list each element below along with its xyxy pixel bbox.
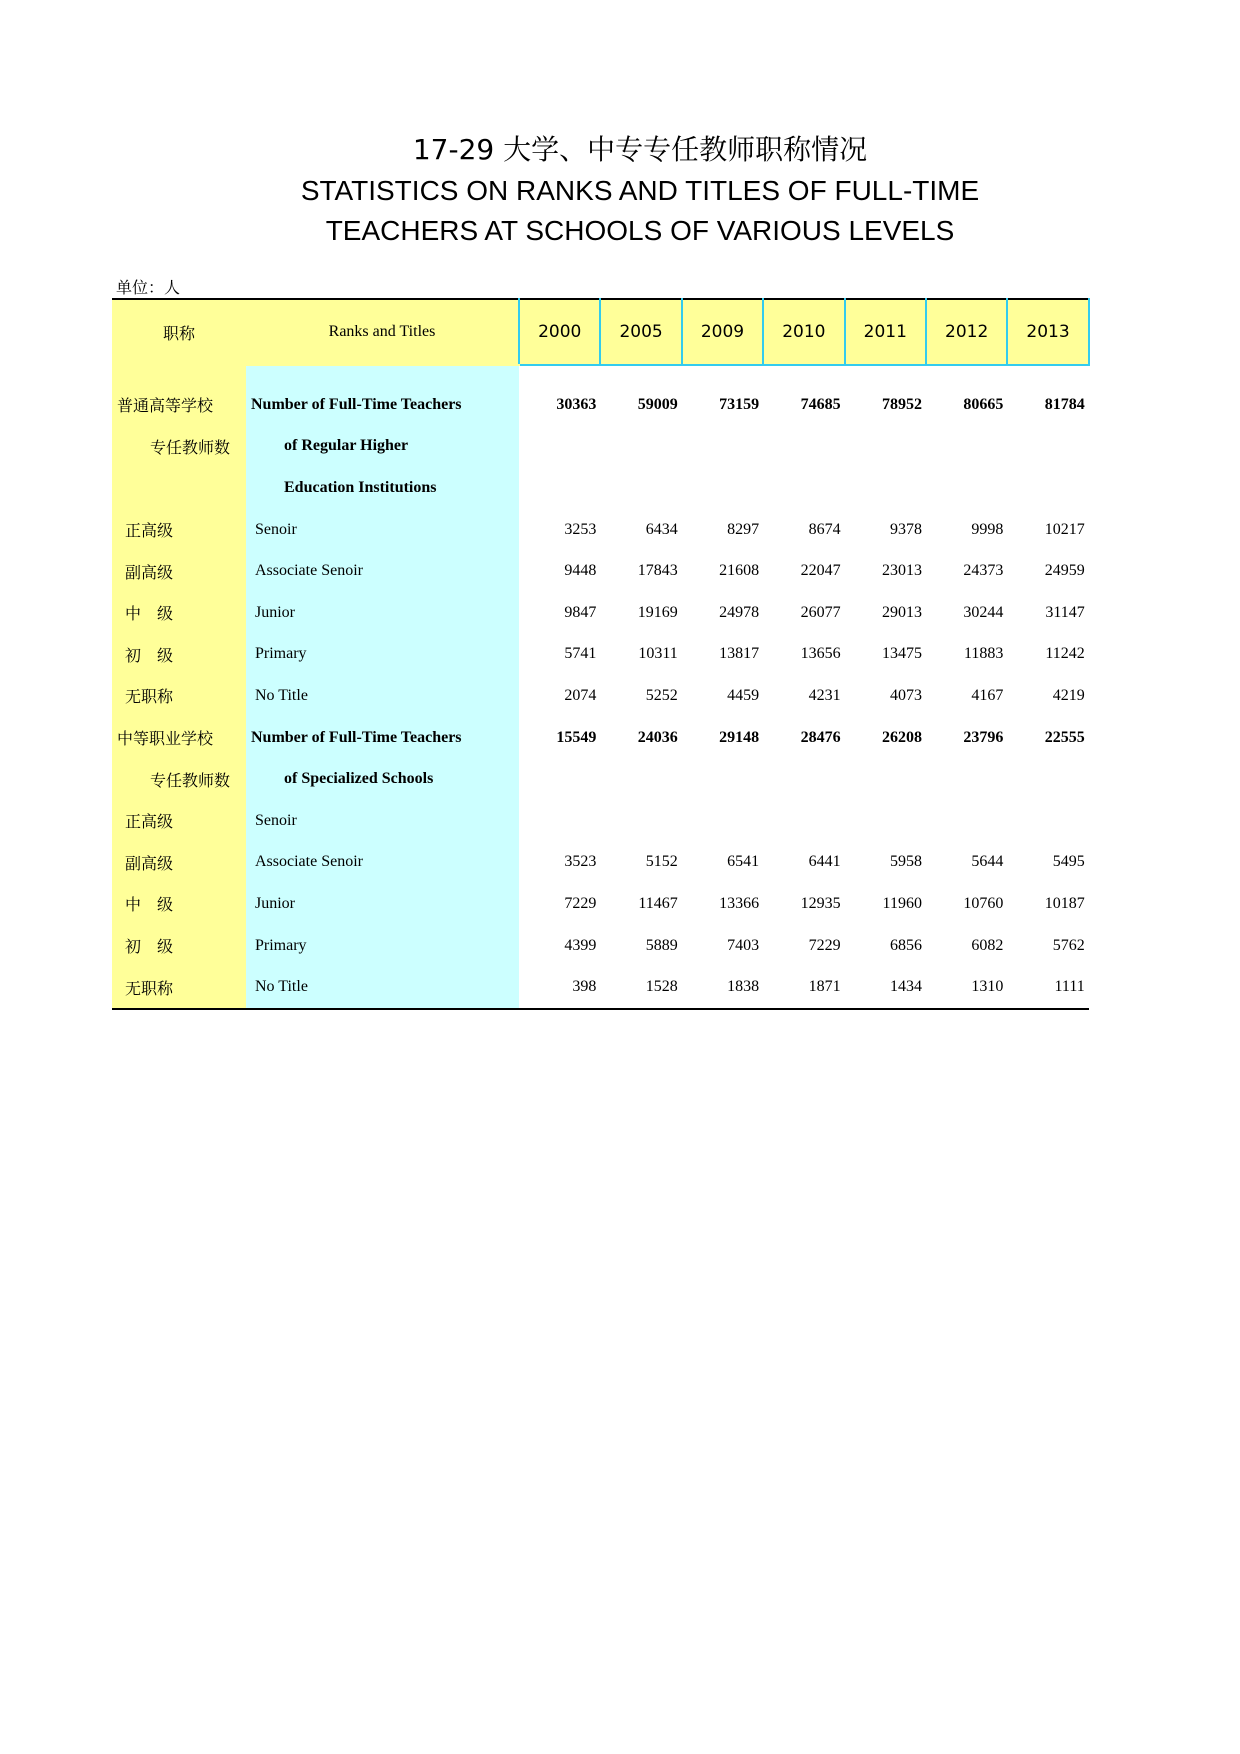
value-cell: 5889	[645, 936, 678, 954]
row-label-cn: 初 级	[112, 925, 246, 967]
row-label-cn: 正高级	[112, 800, 246, 842]
table-row	[112, 842, 1089, 884]
row-label-en: Associate Senoir	[246, 842, 519, 884]
value-cell: 11467	[638, 894, 678, 912]
row-label-en: Primary	[246, 925, 519, 967]
value-cell: 10760	[963, 894, 1004, 912]
value-cell: 4231	[808, 686, 841, 704]
table-header	[112, 299, 1089, 365]
row-label-en: of Specialized Schools	[246, 758, 519, 800]
table-row	[112, 758, 1089, 800]
value-cell	[845, 758, 926, 800]
value-cell	[682, 467, 763, 509]
row-label-cn: 中等职业学校	[112, 717, 246, 759]
value-cell: 4399	[564, 936, 597, 954]
value-cell: 398	[519, 966, 600, 1009]
unit-label: 单位：人	[116, 280, 181, 297]
title-chinese: 17-29 大学、中专专任教师职称情况	[412, 133, 868, 166]
value-cell: 4073	[889, 686, 922, 704]
value-cell	[1007, 467, 1088, 509]
header-cn: 职称	[112, 299, 246, 365]
row-label-cn: 中 级	[112, 883, 246, 925]
value-cell: 59009	[637, 395, 678, 413]
value-cell: 5644	[971, 853, 1004, 871]
value-cell	[926, 800, 1007, 842]
value-cell: 29013	[881, 603, 922, 621]
title-english-line2: TEACHERS AT SCHOOLS OF VARIOUS LEVELS	[325, 215, 955, 246]
value-cell: 22555	[1044, 728, 1085, 746]
table-row	[112, 426, 1089, 468]
row-label-en: Primary	[246, 634, 519, 676]
value-cell: 1111	[1007, 966, 1088, 1009]
value-cell: 5958	[889, 853, 922, 871]
table-row	[112, 509, 1089, 551]
row-label-en: No Title	[246, 675, 519, 717]
value-cell: 30244	[963, 603, 1004, 621]
value-cell	[926, 467, 1007, 509]
value-cell	[926, 426, 1007, 468]
row-label-cn	[112, 467, 246, 509]
value-cell: 5762	[1052, 936, 1085, 954]
value-cell: 12935	[800, 894, 841, 912]
table-row	[112, 883, 1089, 925]
value-cell: 6434	[645, 520, 678, 538]
row-label-cn: 初 级	[112, 634, 246, 676]
table-row	[112, 966, 1089, 1009]
value-cell	[845, 467, 926, 509]
value-cell: 13366	[719, 894, 760, 912]
value-cell: 5495	[1052, 853, 1085, 871]
value-cell: 8297	[727, 520, 760, 538]
value-cell: 24959	[1044, 562, 1085, 580]
value-cell	[682, 758, 763, 800]
table-row	[112, 467, 1089, 509]
table-row	[112, 717, 1089, 759]
value-cell: 13817	[719, 645, 760, 663]
value-cell: 7229	[808, 936, 841, 954]
value-cell: 23013	[881, 562, 922, 580]
spacer-row	[112, 365, 1089, 384]
value-cell: 8674	[808, 520, 841, 538]
row-label-en: Number of Full-Time Teachers	[246, 717, 519, 759]
value-cell: 11960	[882, 894, 922, 912]
value-cell: 9448	[564, 562, 597, 580]
row-label-en: Number of Full-Time Teachers	[246, 384, 519, 426]
value-cell	[519, 758, 600, 800]
table-body	[112, 365, 1089, 1009]
value-cell	[519, 426, 600, 468]
value-cell: 1310	[926, 966, 1007, 1009]
row-label-cn: 专任教师数	[112, 426, 246, 468]
value-cell: 9998	[971, 520, 1004, 538]
value-cell: 1838	[682, 966, 763, 1009]
value-cell: 21608	[719, 562, 760, 580]
value-cell: 5152	[645, 853, 678, 871]
value-cell: 7403	[727, 936, 760, 954]
header-year: 2013	[1007, 299, 1088, 365]
row-label-cn: 无职称	[112, 675, 246, 717]
value-cell: 13656	[800, 645, 841, 663]
value-cell: 19169	[637, 603, 678, 621]
row-label-cn: 副高级	[112, 550, 246, 592]
row-label-cn: 正高级	[112, 509, 246, 551]
row-label-cn: 中 级	[112, 592, 246, 634]
value-cell	[682, 800, 763, 842]
value-cell	[519, 467, 600, 509]
value-cell: 3253	[564, 520, 597, 538]
row-label-cn: 副高级	[112, 842, 246, 884]
row-label-en: Associate Senoir	[246, 550, 519, 592]
value-cell: 30363	[556, 395, 597, 413]
value-cell: 17843	[637, 562, 678, 580]
value-cell: 9847	[564, 603, 597, 621]
value-cell	[763, 467, 844, 509]
value-cell: 5741	[564, 645, 597, 663]
table-row	[112, 634, 1089, 676]
value-cell: 24036	[637, 728, 678, 746]
value-cell: 81784	[1044, 395, 1085, 413]
value-cell: 6541	[727, 853, 760, 871]
row-label-en: of Regular Higher	[246, 426, 519, 468]
value-cell: 5252	[645, 686, 678, 704]
value-cell: 3523	[564, 853, 597, 871]
value-cell: 4459	[727, 686, 760, 704]
value-cell	[600, 426, 681, 468]
value-cell: 2074	[564, 686, 597, 704]
header-year: 2011	[845, 299, 926, 365]
table-row	[112, 675, 1089, 717]
row-label-en: Junior	[246, 592, 519, 634]
header-year: 2010	[763, 299, 844, 365]
value-cell: 28476	[800, 728, 841, 746]
value-cell: 78952	[881, 395, 922, 413]
value-cell	[600, 758, 681, 800]
value-cell	[1007, 426, 1088, 468]
value-cell: 6082	[971, 936, 1004, 954]
value-cell: 4219	[1052, 686, 1085, 704]
value-cell	[600, 467, 681, 509]
row-label-cn: 无职称	[112, 966, 246, 1009]
value-cell: 24373	[963, 562, 1004, 580]
value-cell: 80665	[963, 395, 1004, 413]
table-row	[112, 925, 1089, 967]
row-label-en: Senoir	[246, 509, 519, 551]
value-cell: 13475	[881, 645, 922, 663]
statistics-table	[112, 298, 1090, 1010]
value-cell	[763, 426, 844, 468]
header-year: 2012	[926, 299, 1007, 365]
value-cell: 11242	[1045, 645, 1085, 663]
value-cell: 23796	[963, 728, 1004, 746]
header-year: 2009	[682, 299, 763, 365]
header-en: Ranks and Titles	[246, 299, 519, 365]
value-cell	[519, 800, 600, 842]
row-label-cn: 专任教师数	[112, 758, 246, 800]
value-cell	[1007, 800, 1088, 842]
value-cell: 4167	[971, 686, 1004, 704]
value-cell: 26208	[881, 728, 922, 746]
value-cell: 29148	[719, 728, 760, 746]
value-cell: 22047	[800, 562, 841, 580]
row-label-cn: 普通高等学校	[112, 384, 246, 426]
value-cell: 7229	[564, 894, 597, 912]
value-cell: 1434	[845, 966, 926, 1009]
value-cell	[845, 800, 926, 842]
row-label-en: Senoir	[246, 800, 519, 842]
table-row	[112, 592, 1089, 634]
table-row	[112, 800, 1089, 842]
value-cell	[1007, 758, 1088, 800]
header-year: 2000	[519, 299, 600, 365]
value-cell	[600, 800, 681, 842]
value-cell: 31147	[1045, 603, 1085, 621]
value-cell: 10311	[638, 645, 678, 663]
value-cell: 74685	[800, 395, 841, 413]
value-cell: 15549	[556, 728, 597, 746]
value-cell: 1528	[600, 966, 681, 1009]
header-year: 2005	[600, 299, 681, 365]
value-cell: 10187	[1044, 894, 1085, 912]
value-cell	[763, 758, 844, 800]
value-cell: 26077	[800, 603, 841, 621]
table-row	[112, 384, 1089, 426]
value-cell: 9378	[889, 520, 922, 538]
value-cell	[682, 426, 763, 468]
value-cell: 6856	[889, 936, 922, 954]
value-cell	[763, 800, 844, 842]
table-row	[112, 550, 1089, 592]
title-english-line1: STATISTICS ON RANKS AND TITLES OF FULL-TIME	[300, 175, 980, 206]
value-cell: 10217	[1044, 520, 1085, 538]
value-cell: 1871	[763, 966, 844, 1009]
value-cell	[845, 426, 926, 468]
value-cell: 73159	[719, 395, 760, 413]
row-label-en: Education Institutions	[246, 467, 519, 509]
value-cell: 11883	[963, 645, 1004, 663]
value-cell: 6441	[808, 853, 841, 871]
row-label-en: No Title	[246, 966, 519, 1009]
row-label-en: Junior	[246, 883, 519, 925]
value-cell: 24978	[719, 603, 760, 621]
value-cell	[926, 758, 1007, 800]
